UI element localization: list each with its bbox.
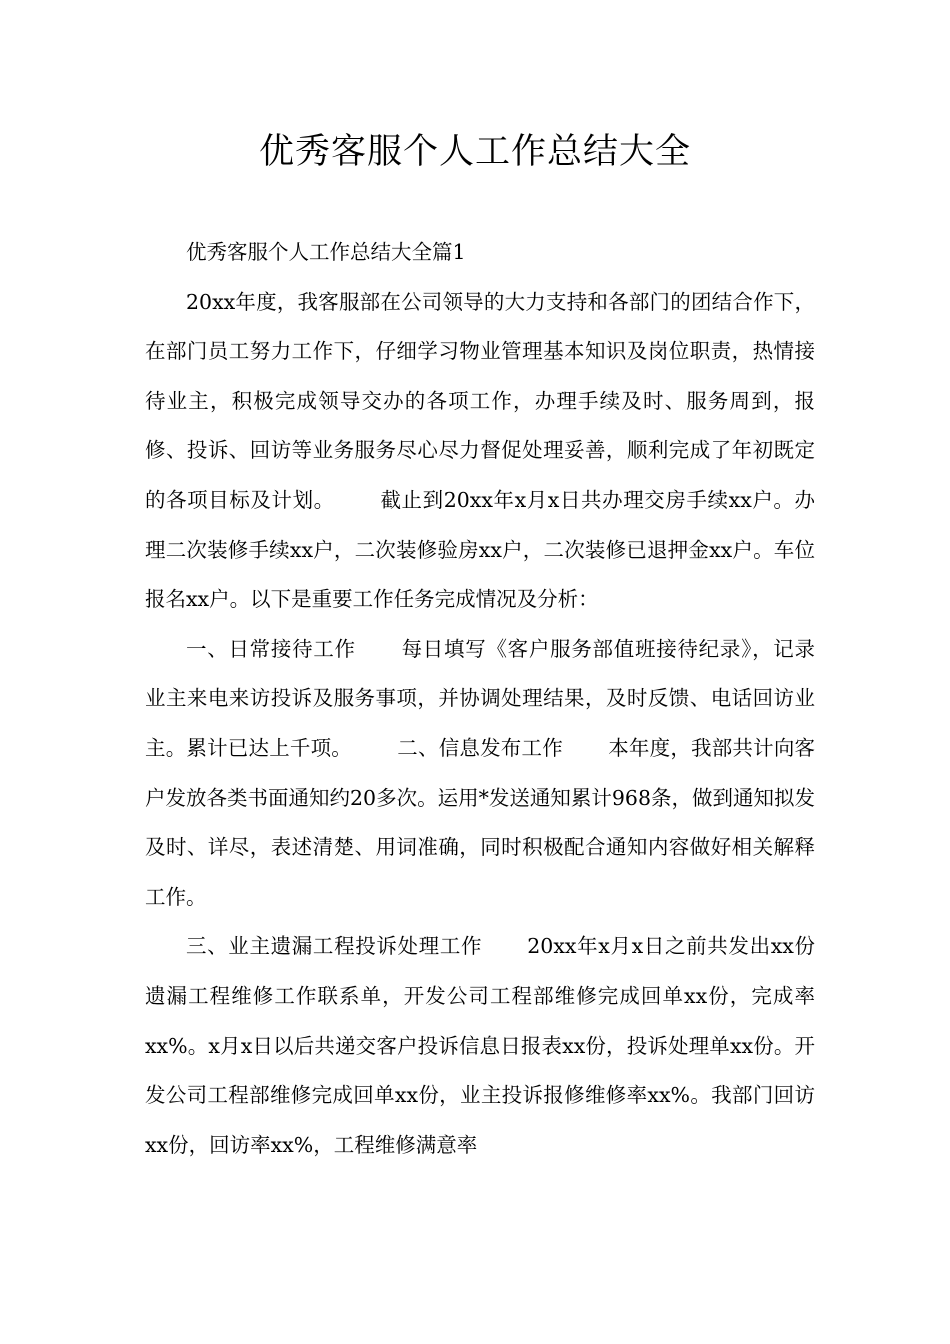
body-paragraph-2: 一、日常接待工作 每日填写《客户服务部值班接待纪录》，记录业主来电来访投诉及服务事项，并协调处理结果，及时反馈、电话回访业主。累计已达上千项。 二、信息发布工作 本年度，我部共计向客户发放各类书面通知约20多次。运用*发送通知累计968条，做到通知拟发及时、详尽，表述清楚、用词准确，同时积极配合通知内容做好相关解释工作。	[145, 636, 816, 909]
document-title: 优秀客服个人工作总结大全	[258, 132, 691, 172]
document-body	[145, 228, 815, 1170]
body-paragraph-3: 三、业主遗漏工程投诉处理工作 20xx年x月x日之前共发出xx份遗漏工程维修工作联系单，开发公司工程部维修完成回单xx份，完成率xx%。x月x日以后共递交客户投诉信息日报表xx份，投诉处理单xx份。开发公司工程部维修完成回单xx份，业主投诉报修维修率xx%。我部门回访xx份，回访率xx%，工程维修满意率	[145, 934, 816, 1157]
section-heading: 优秀客服个人工作总结大全篇1	[186, 240, 466, 264]
body-paragraph-1: 20xx年度，我客服部在公司领导的大力支持和各部门的团结合作下，在部门员工努力工作下，仔细学习物业管理基本知识及岗位职责，热情接待业主，积极完成领导交办的各项工作，办理手续及时、服务周到，报修、投诉、回访等业务服务尽心尽力督促处理妥善，顺利完成了年初既定的各项目标及计划。 截止到20xx年x月x日共办理交房手续xx户。办理二次装修手续xx户，二次装修验房xx户，二次装修已退押金xx户。车位报名xx户。以下是重要工作任务完成情况及分析：	[145, 289, 816, 612]
